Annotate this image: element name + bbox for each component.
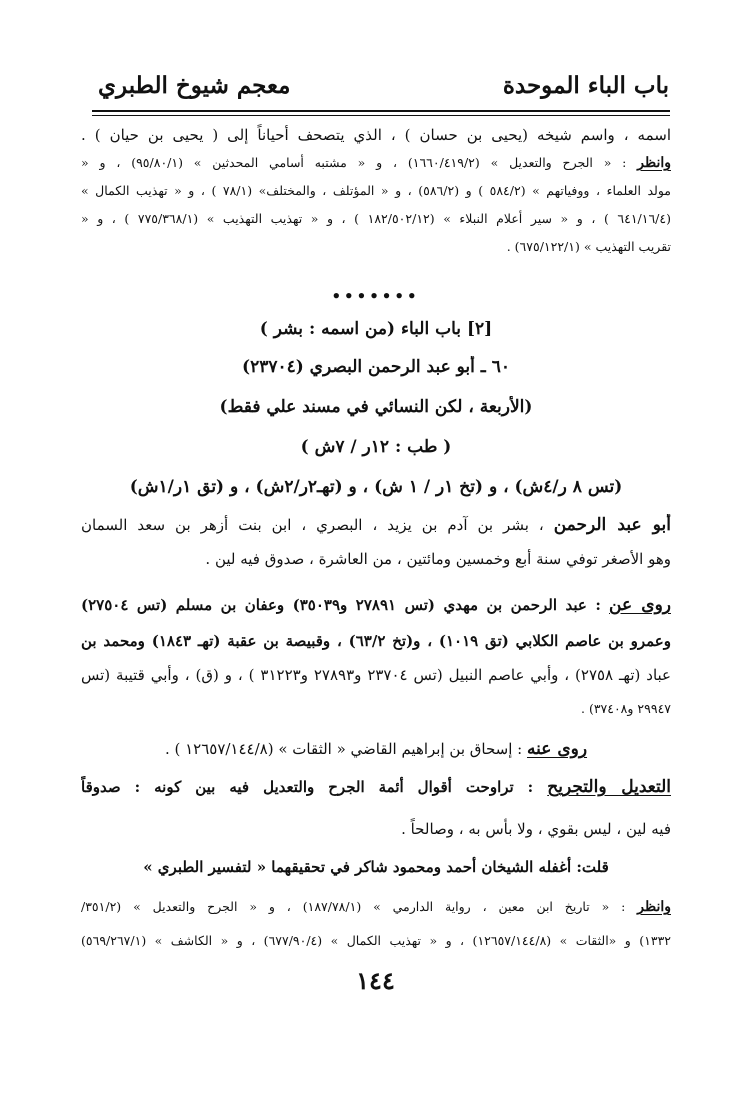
note-line: قلت: أغفله الشيخان أحمد ومحمود شاكر في تحقيقهما « لتفسير الطبري » <box>143 858 609 876</box>
header-rule-thick <box>92 110 670 112</box>
header-chapter-title: باب الباء الموحدة <box>502 72 669 99</box>
text-line: اسمه ، واسم شيخه (يحيى بن حسان ) ، الذي يتصحف أحياناً إلى ( يحيى بن حيان ) . <box>81 126 671 144</box>
see-also-line: وانظر : « الجرح والتعديل » (١٦٦٠/٤١٩/٢) ، و « مشتبه أسامي المحدثين » (٩٥/٨٠/١) ، و « <box>81 155 671 171</box>
text-line: ٢٩٩٤٧ و٣٧٤٠٨) . <box>581 701 671 716</box>
entry-heading: ٦٠ ـ أبو عبد الرحمن البصري (٢٣٧٠٤) <box>242 357 510 377</box>
page-number: ١٤٤ <box>356 966 395 995</box>
narrated-from-line: روى عن : عبد الرحمن بن مهدي (تس ٢٧٨٩١ و٣٥٠٣٩) وعفان بن مسلم (تس ٢٧٥٠٤) <box>81 595 671 615</box>
text-line: عباد (تهـ ٢٧٥٨) ، وأبي عاصم النبيل (تس ٢٣٧٠٤ و٢٧٨٩٣ و٣١٢٢٣ ) ، و (ق) ، وأبي قتيبة (تس <box>81 666 671 684</box>
grading-label: التعديل والتجريح <box>547 777 671 797</box>
section-separator: ••••••• <box>331 287 420 305</box>
entry-counts: ( طب : ١٢ر / ٧ش ) <box>300 437 452 457</box>
see-also-label: وانظر <box>637 899 671 915</box>
entry-subheading: (الأربعة ، لكن النسائي في مسند علي فقط) <box>219 397 533 417</box>
text-line: فيه لين ، ليس بقوي ، ولا بأس به ، وصالحاً . <box>401 820 671 838</box>
biography-line: أبو عبد الرحمن ، بشر بن آدم بن يزيد ، البصري ، ابن بنت أزهر بن سعد السمان <box>81 515 671 535</box>
text-line: مولد العلماء ، ووفياتهم » (٥٨٤/٢ ) و (٥٨٦/٢) ، و « المؤتلف ، والمختلف» (٧٨/١ ) ، و « تهذيب الكمال » <box>81 183 671 198</box>
section-heading: [٢] باب الباء (من اسمه : بشر ) <box>259 319 493 339</box>
entry-counts-detail: (تس ٨ ر/٤ش) ، و (تخ ١ر / ١ ش) ، و (تهـ٢ر/٢ش) ، و (تق ١ر/١ش) <box>129 477 623 497</box>
see-also-label: وانظر <box>637 155 671 171</box>
text-line: وهو الأصغر توفي سنة أبع وخمسين ومائتين ، من العاشرة ، صدوق فيه لين . <box>205 550 671 568</box>
text-line: تقريب التهذيب » (٦٧٥/١٢٢/١) . <box>506 239 671 254</box>
narrated-by-label: روى عنه <box>527 739 588 759</box>
text-line: (٦٤١/١٦/٤ ) ، و « سير أعلام النبلاء » (١٨٢/٥٠٢/١٢ ) ، و « تهذيب التهذيب » (٧٧٥/٣٦٨/١ ) ، و « <box>81 211 671 226</box>
header-rule-thin <box>92 115 670 116</box>
narrated-by-line: روى عنه : إسحاق بن إبراهيم القاضي « الثقات » (١٢٦٥٧/١٤٤/٨ ) . <box>164 739 588 759</box>
text-line: ١٣٣٢) و «الثقات » (١٢٦٥٧/١٤٤/٨) ، و « تهذيب الكمال » (٦٧٧/٩٠/٤) ، و « الكاشف » (٥٦٩/٢٦٧/١) <box>81 933 671 948</box>
grading-line: التعديل والتجريح : تراوحت أقوال أئمة الجرح والتعديل فيه بين كونه : صدوقاً <box>81 777 671 797</box>
see-also-line: وانظر : « تاريخ ابن معين ، رواية الدارمي » (١٨٧/٧٨/١) ، و « الجرح والتعديل » (٣٥١/٢/ <box>81 899 671 915</box>
text-line: وعمرو بن عاصم الكلابي (تق ١٠١٩) ، و(تخ ٦٣/٢) ، وقبيصة بن عقبة (تهـ ١٨٤٣) ومحمد بن <box>81 632 671 650</box>
header-book-title: معجم شيوخ الطبري <box>98 72 291 99</box>
narrated-from-label: روى عن <box>609 595 671 615</box>
biography-name: أبو عبد الرحمن <box>553 515 671 535</box>
